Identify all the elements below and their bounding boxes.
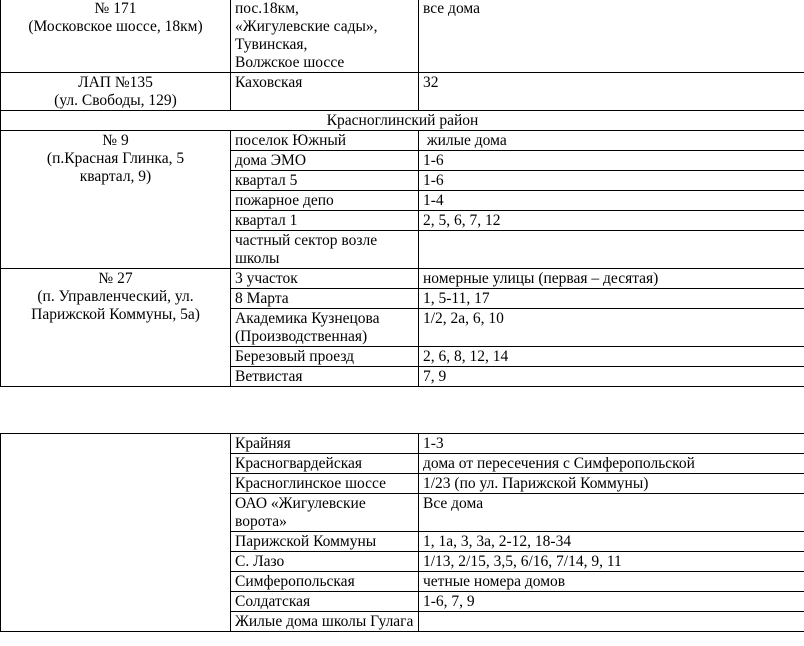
table-row [1,131,804,151]
text-line: № 27 [98,270,133,287]
street-cell [231,494,419,532]
text-line: пожарное депо [235,192,334,209]
organization-cell [1,0,231,73]
text-line: Березовый проезд [235,348,355,365]
street-cell [231,191,419,211]
text-line: ЛАП №135 [78,74,153,91]
houses-cell: номерные улицы (первая – десятая) [419,269,804,289]
street-cell [231,612,419,632]
street-cell [231,572,419,592]
houses-cell: 1/23 (по ул. Парижской Коммуны) [419,474,804,494]
street-cell [231,434,419,454]
street-cell [231,347,419,367]
district-row [1,111,804,131]
houses-cell: 1-6 [419,171,804,191]
houses-cell: 7, 9 [419,367,804,387]
street-cell [231,474,419,494]
organization-cell [1,131,231,269]
text-line: № 9 [102,132,129,149]
houses-cell: 1-4 [419,191,804,211]
houses-cell: Все дома [419,494,804,532]
table-row [1,434,804,454]
text-line: 8 Марта [235,290,289,307]
organization-cell [1,73,231,111]
street-cell [231,592,419,612]
text-line: квартал 1 [235,212,298,229]
houses-cell: все дома [419,0,804,73]
text-line: Солдатская [235,593,311,610]
address-table-part-2 [0,433,804,632]
text-line: Жилые дома школы Гулага [235,613,414,630]
text-line: (Московское шоссе, 18км) [28,18,203,35]
street-cell [231,309,419,347]
district-name: Красноглинский район [1,111,804,131]
houses-cell: 32 [419,73,804,111]
houses-cell: 1, 1а, 3, 3а, 2-12, 18-34 [419,532,804,552]
street-cell [231,73,419,111]
text-line: дома ЭМО [235,152,307,169]
text-line: Симферопольская [235,573,355,590]
text-line: ОАО «Жигулевские [235,495,366,512]
text-line: школы [235,250,280,267]
houses-cell: 1-6 [419,151,804,171]
text-line: (ул. Свободы, 129) [54,92,177,109]
houses-cell: четные номера домов [419,572,804,592]
organization-cell [1,269,231,387]
text-line: частный сектор возле [235,232,378,249]
houses-cell: 2, 5, 6, 7, 12 [419,211,804,231]
text-line: Волжское шоссе [235,54,345,71]
street-cell [231,367,419,387]
houses-cell: дома от пересечения с Симферопольской [419,454,804,474]
text-line: (п.Красная Глинка, 5 [46,150,185,167]
text-line: квартал 5 [235,172,298,189]
houses-cell: 1/13, 2/15, 3,5, 6/16, 7/14, 9, 11 [419,552,804,572]
text-line: пос.18км, [235,0,299,17]
houses-cell: 1, 5-11, 17 [419,289,804,309]
text-line: 3 участок [235,270,298,287]
text-line: ворота» [235,513,287,530]
text-line: Парижской Коммуны, 5а) [31,306,200,323]
text-line: Академика Кузнецова [235,310,380,327]
text-line: квартал, 9) [79,168,152,185]
table-row [1,0,804,73]
text-line: «Жигулевские сады», [235,18,378,35]
street-cell [231,171,419,191]
text-line: Ветвистая [235,368,303,385]
houses-cell [419,612,804,632]
houses-cell: 1-3 [419,434,804,454]
text-line: поселок Южный [235,132,347,149]
street-cell [231,231,419,269]
text-line: Крайняя [235,435,291,452]
text-line: (п. Управленческий, ул. [37,288,194,305]
text-line: Красноглинское шоссе [235,475,387,492]
street-cell [231,131,419,151]
table-row [1,73,804,111]
street-cell [231,211,419,231]
street-cell [231,151,419,171]
houses-cell [419,231,804,269]
street-cell [231,0,419,73]
text-line: С. Лазо [235,553,285,570]
text-line: Каховская [235,74,303,91]
organization-cell [1,434,231,632]
houses-cell: 1/2, 2а, 6, 10 [419,309,804,347]
street-cell [231,454,419,474]
text-line: Тувинская, [235,36,308,53]
text-line: Красногвардейская [235,455,363,472]
text-line: № 171 [94,0,137,17]
houses-cell: 1-6, 7, 9 [419,592,804,612]
houses-cell: 2, 6, 8, 12, 14 [419,347,804,367]
houses-cell: жилые дома [419,131,804,151]
table-row [1,269,804,289]
street-cell [231,269,419,289]
text-line: Парижской Коммуны [235,533,377,550]
street-cell [231,289,419,309]
street-cell [231,552,419,572]
page-break-gap [0,419,804,433]
street-cell [231,532,419,552]
text-line: (Производственная) [235,328,368,345]
